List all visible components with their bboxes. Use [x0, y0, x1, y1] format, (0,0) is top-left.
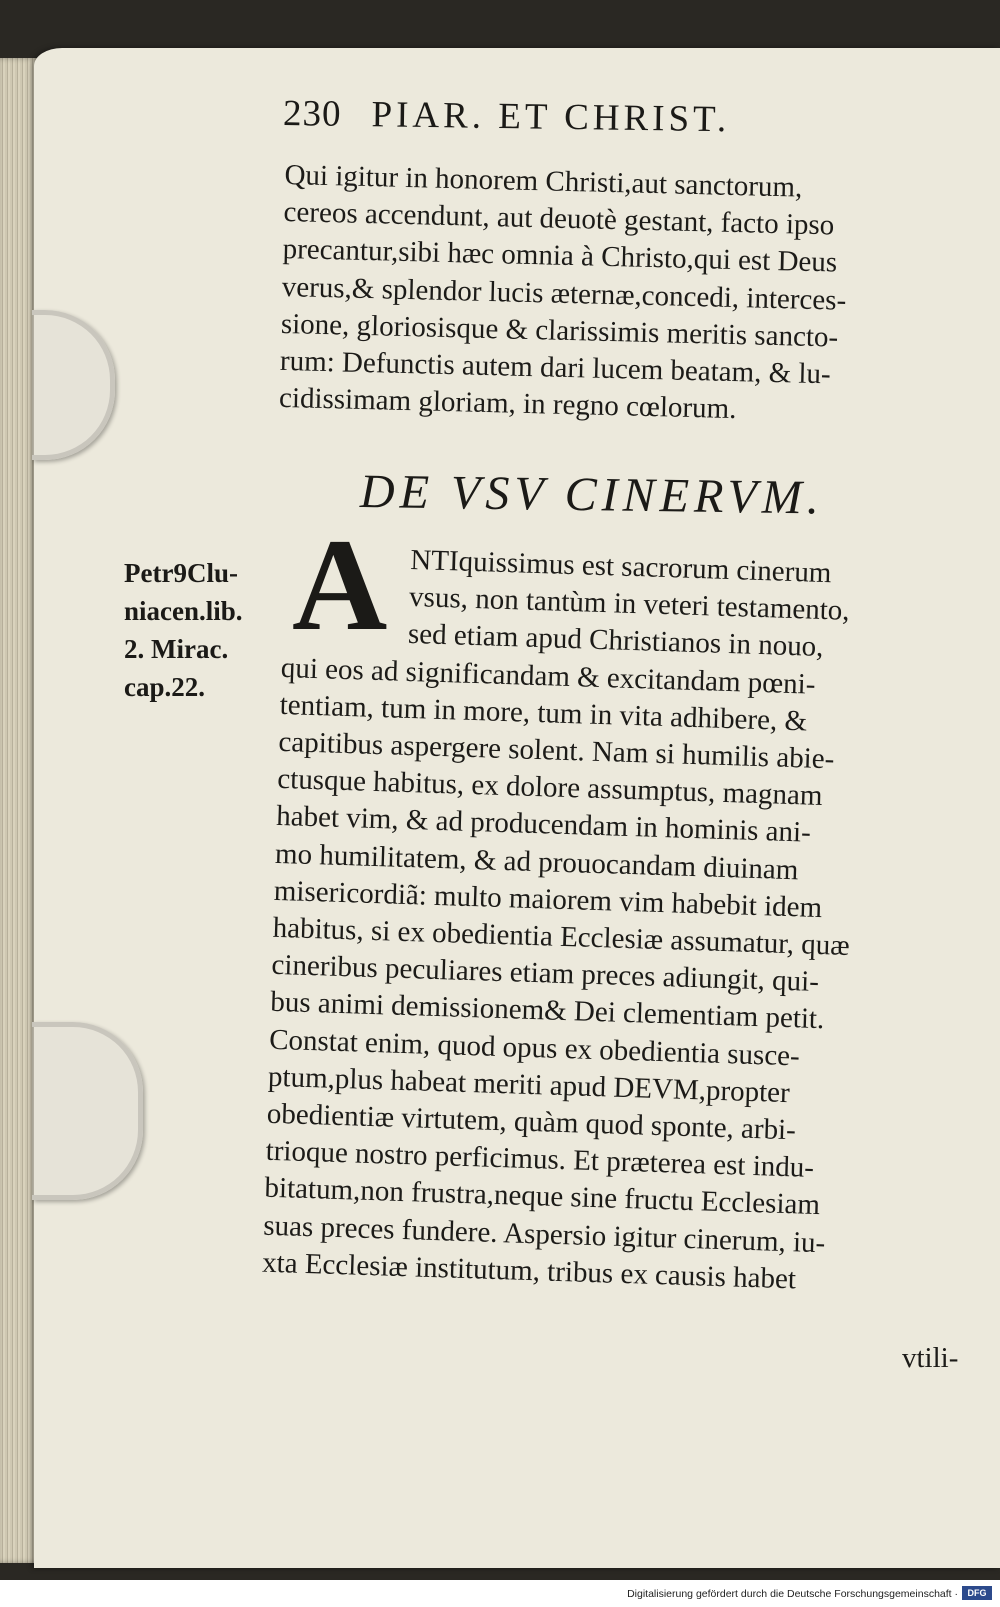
text-line: vsus, non tantùm in veteri testamento, — [408, 581, 851, 627]
dfg-logo: DFG — [962, 1586, 992, 1600]
footer-bar — [0, 1580, 1000, 1607]
page-number: 230 — [282, 93, 342, 135]
paragraph-2 — [262, 538, 965, 1303]
margin-note — [124, 554, 284, 706]
text-line: Constat enim, quod opus ex obedientia susce- — [268, 1023, 801, 1073]
text-line: capitibus aspergere solent. Nam si humilis abie- — [278, 725, 835, 776]
text-line: xta Ecclesiæ institutum, tribus ex causis habet — [261, 1246, 797, 1296]
text-line: mo humilitatem, & ad prouocandam diuinam — [274, 837, 799, 886]
text-line: verus,& splendor lucis æternæ,concedi, interces- — [281, 270, 847, 317]
text-line: habitus, si ex obedientia Ecclesiæ assumatur, quæ — [272, 911, 851, 962]
running-title: PIAR. ET CHRIST. — [371, 94, 731, 141]
text-line: qui eos ad significandam & excitandam pœni- — [280, 651, 816, 701]
text-line: sed etiam apud Christianos in nouo, — [407, 618, 824, 664]
margin-note-line: 2. Mirac. — [124, 634, 229, 664]
running-header — [283, 92, 904, 153]
text-line: NTIquissimus est sacrorum cinerum — [409, 543, 832, 590]
text-line: habet vim, & ad producendam in hominis ani- — [275, 800, 812, 850]
text-line: ctusque habitus, ex dolore assumptus, magnam — [276, 763, 823, 813]
text-line: obedientiæ virtutem, quàm quod sponte, arbi- — [266, 1097, 797, 1147]
text-line: cidissimam gloriam, in regno cœlorum. — [278, 382, 737, 426]
text-line: suas preces fundere. Aspersio igitur cinerum, iu- — [262, 1209, 826, 1259]
drop-cap: A — [292, 511, 388, 658]
text-line: tentiam, tum in more, tum in vita adhibere, & — [279, 688, 808, 738]
margin-note-line: Petr9Clu- — [124, 558, 238, 588]
text-line: trioque nostro perficimus. Et præterea est indu- — [265, 1134, 815, 1185]
paragraph-1 — [279, 157, 965, 434]
page-clip-lower — [32, 1022, 143, 1200]
text-line: misericordiã: multo maiorem vim habebit idem — [273, 874, 823, 924]
funding-credit: Digitalisierung gefördert durch die Deutsche Forschungsgemeinschaft · — [627, 1588, 958, 1600]
text-line: cineribus peculiares etiam preces adiungit, qui- — [271, 949, 820, 999]
section-heading: DE VSV CINERVM. — [359, 465, 825, 525]
margin-note-line: niacen.lib. — [124, 596, 243, 626]
text-line: rum: Defunctis autem dari lucem beatam, & lu- — [279, 344, 832, 391]
text-line: Qui igitur in honorem Christi,aut sanctorum, — [284, 158, 803, 204]
text-line: ptum,plus habeat meriti apud DEVM,propter — [267, 1060, 791, 1109]
page-clip-upper — [32, 310, 115, 460]
margin-note-line: cap.22. — [124, 672, 205, 702]
catchword: vtili- — [902, 1342, 959, 1374]
text-line: sione, gloriosisque & clarissimis meritis sancto- — [280, 307, 839, 354]
text-line: precantur,sibi hæc omnia à Christo,qui est Deus — [282, 233, 838, 279]
text-line: bus animi demissionem& Dei clementiam petit. — [269, 986, 825, 1036]
text-line: bitatum,non frustra,neque sine fructu Ecclesiam — [264, 1172, 821, 1222]
text-line: cereos accendunt, aut deuotè gestant, facto ipso — [283, 196, 835, 242]
